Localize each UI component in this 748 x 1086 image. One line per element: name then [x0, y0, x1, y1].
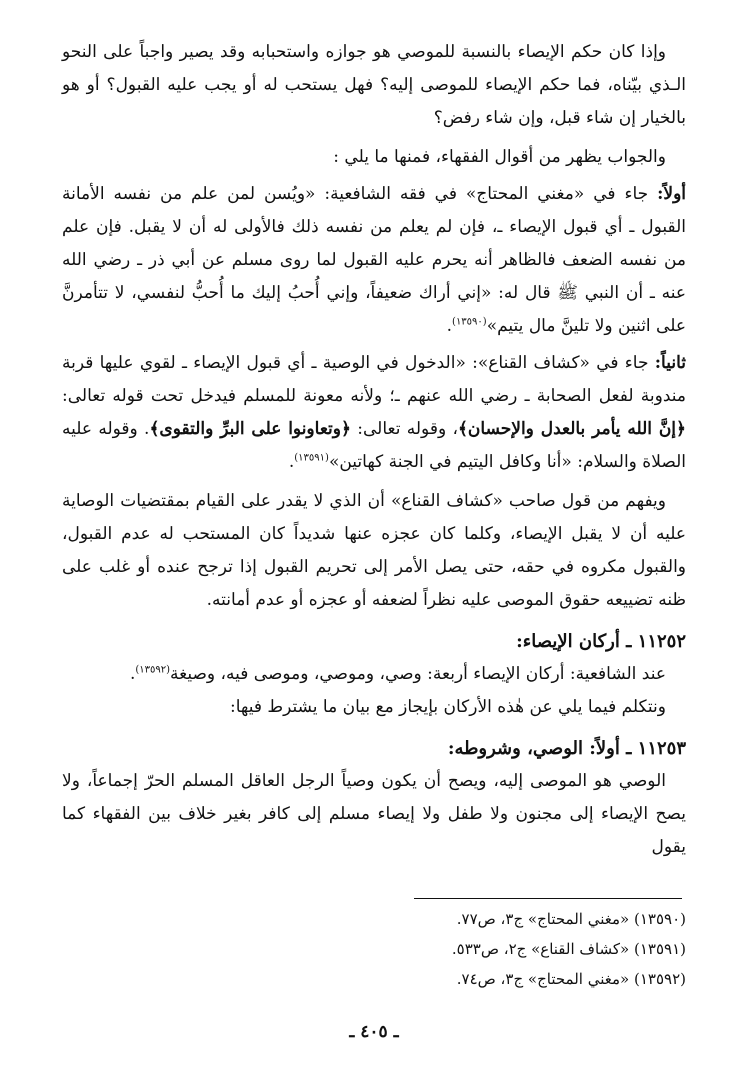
second-text-b: ، وقوله تعالى: — [350, 419, 458, 439]
paragraph-guardian: الوصي هو الموصى إليه، ويصح أن يكون وصياً الرجل العاقل المسلم الحرّ إجماعاً، ولا يصح الإيصاء إلى مجنون ولا طفل ولا إيصاء مسلم إلى كافر بغير خلاف بين الفقهاء كما يقول — [62, 771, 686, 857]
paragraph-second-opinion: ثانياً: جاء في «كشاف القناع»: «الدخول في الوصية ـ أي قبول الإيصاء ـ لقوي عليها قربة مندوبة لفعل الصحابة ـ رضي الله عنهم ـ؛ ولأنه معونة للمسلم فيدخل تحت قوله تعالى: ﴿إنَّ الله يأمر بالعدل والإحسان﴾، وقوله تعالى: ﴿وتعاونوا على البرِّ والتقوى﴾. وقوله عليه الصلاة والسلام: «أنا وكافل اليتيم في الجنة كهاتين»$^{(١٣٥٩١)}$. — [62, 353, 686, 472]
second-text-c: . وقوله عليه الصلاة والسلام: «أنا وكافل اليتيم في الجنة كهاتين» — [62, 419, 686, 472]
footnote-13590: (١٣٥٩٠) «مغني المحتاج» ج٣، ص٧٧. — [456, 910, 686, 928]
page-number: ـ ٤٠٥ ـ — [349, 1022, 399, 1042]
quran-verse-2: ﴿وتعاونوا على البرِّ والتقوى﴾ — [149, 419, 351, 439]
footnote-divider — [414, 898, 682, 899]
section-heading-guardian: ١١٢٥٣ ـ أولاً: الوصي، وشروطه: — [447, 738, 686, 759]
footnotes — [62, 904, 686, 994]
quran-verse-1: ﴿إنَّ الله يأمر بالعدل والإحسان﴾ — [457, 419, 686, 439]
paragraph-understanding: ويفهم من قول صاحب «كشاف القناع» أن الذي لا يقدر على القيام بمقتضيات الوصاية عليه أن لا يقبل الإيصاء، وكلما كان عجزه عنها شديداً كان المستحب له عدم القبول، والقبول مكروه في حقه، حتى يصل الأمر إلى تحريم القبول إذا ترجح عنده أو غلب على ظنه تضييعه حقوق الموصى عليه نظراً لضعفه أو عجزه أو عدم أمانته. — [62, 491, 686, 610]
second-label: ثانياً: — [654, 353, 686, 373]
footnote-ref-13591: (١٣٥٩١) — [294, 452, 329, 464]
paragraph-ruling: وإذا كان حكم الإيصاء بالنسبة للموصي هو جوازه واستحبابه وقد يصير واجباً على النحو الـذي بيّناه، فما حكم الإيصاء للموصى إليه؟ فهل يستحب له أو يجب عليه القبول؟ أو هو بالخيار إن شاء قبل، وإن شاء رفض؟ — [62, 42, 686, 128]
footnote-ref-13590: (١٣٥٩٠) — [452, 316, 487, 328]
paragraph-brief: ونتكلم فيما يلي عن هٰذه الأركان بإيجاز مع بيان ما يشترط فيها: — [230, 697, 666, 717]
paragraph-answer-intro: والجواب يظهر من أقوال الفقهاء، فمنها ما يلي : — [333, 147, 666, 167]
footnote-ref-13592: (١٣٥٩٢) — [135, 664, 171, 676]
pillars-text: عند الشافعية: أركان الإيصاء أربعة: وصي، وموصي، وموصى فيه، وصيغة — [170, 664, 666, 684]
second-text-a: جاء في «كشاف القناع»: «الدخول في الوصية ـ أي قبول الإيصاء ـ لقوي عليها قربة مندوبة لفعل الصحابة ـ رضي الله عنهم ـ؛ ولأنه معونة للمسلم فيدخل تحت قوله تعالى: — [62, 353, 686, 406]
footnote-13591: (١٣٥٩١) «كشاف القناع» ج٢، ص٥٣٣. — [451, 940, 686, 958]
footnote-13592: (١٣٥٩٢) «مغني المحتاج» ج٣، ص٧٤. — [456, 970, 686, 988]
first-label: أولاً: — [657, 184, 686, 204]
first-text: جاء في «مغني المحتاج» في فقه الشافعية: «ويُسن لمن علم من نفسه الأمانة القبول ـ أي قبول الإيصاء ـ، فإن لم يعلم من نفسه ذلك فالأولى له أن لا يقبل. فإن علم من نفسه الضعف فالظاهر أنه يحرم عليه القبول لما روى مسلم عن أبي ذر ـ رضي الله عنه ـ أن النبي ﷺ قال له: «إني أراك ضعيفاً، وإني أُحبُ إليك ما أُحبُّ لنفسي، لا تتأمرنَّ على اثنين ولا تلينَّ مال يتيم» — [62, 184, 686, 336]
main-text — [62, 36, 686, 864]
section-heading-pillars: ١١٢٥٢ ـ أركان الإيصاء: — [516, 631, 686, 652]
paragraph-pillars: عند الشافعية: أركان الإيصاء أربعة: وصي، وموصي، وموصى فيه، وصيغة$^{(١٣٥٩٢)}$. — [129, 664, 666, 684]
paragraph-first-opinion: أولاً: جاء في «مغني المحتاج» في فقه الشافعية: «ويُسن لمن علم من نفسه الأمانة القبول ـ أي قبول الإيصاء ـ، فإن لم يعلم من نفسه ذلك فالأولى له أن لا يقبل. فإن علم من نفسه الضعف فالظاهر أنه يحرم عليه القبول لما روى مسلم عن أبي ذر ـ رضي الله عنه ـ أن النبي ﷺ قال له: «إني أراك ضعيفاً، وإني أُحبُ إليك ما أُحبُّ لنفسي، لا تتأمرنَّ على اثنين ولا تلينَّ مال يتيم»$^{(١٣٥٩٠)}$. — [62, 184, 686, 336]
